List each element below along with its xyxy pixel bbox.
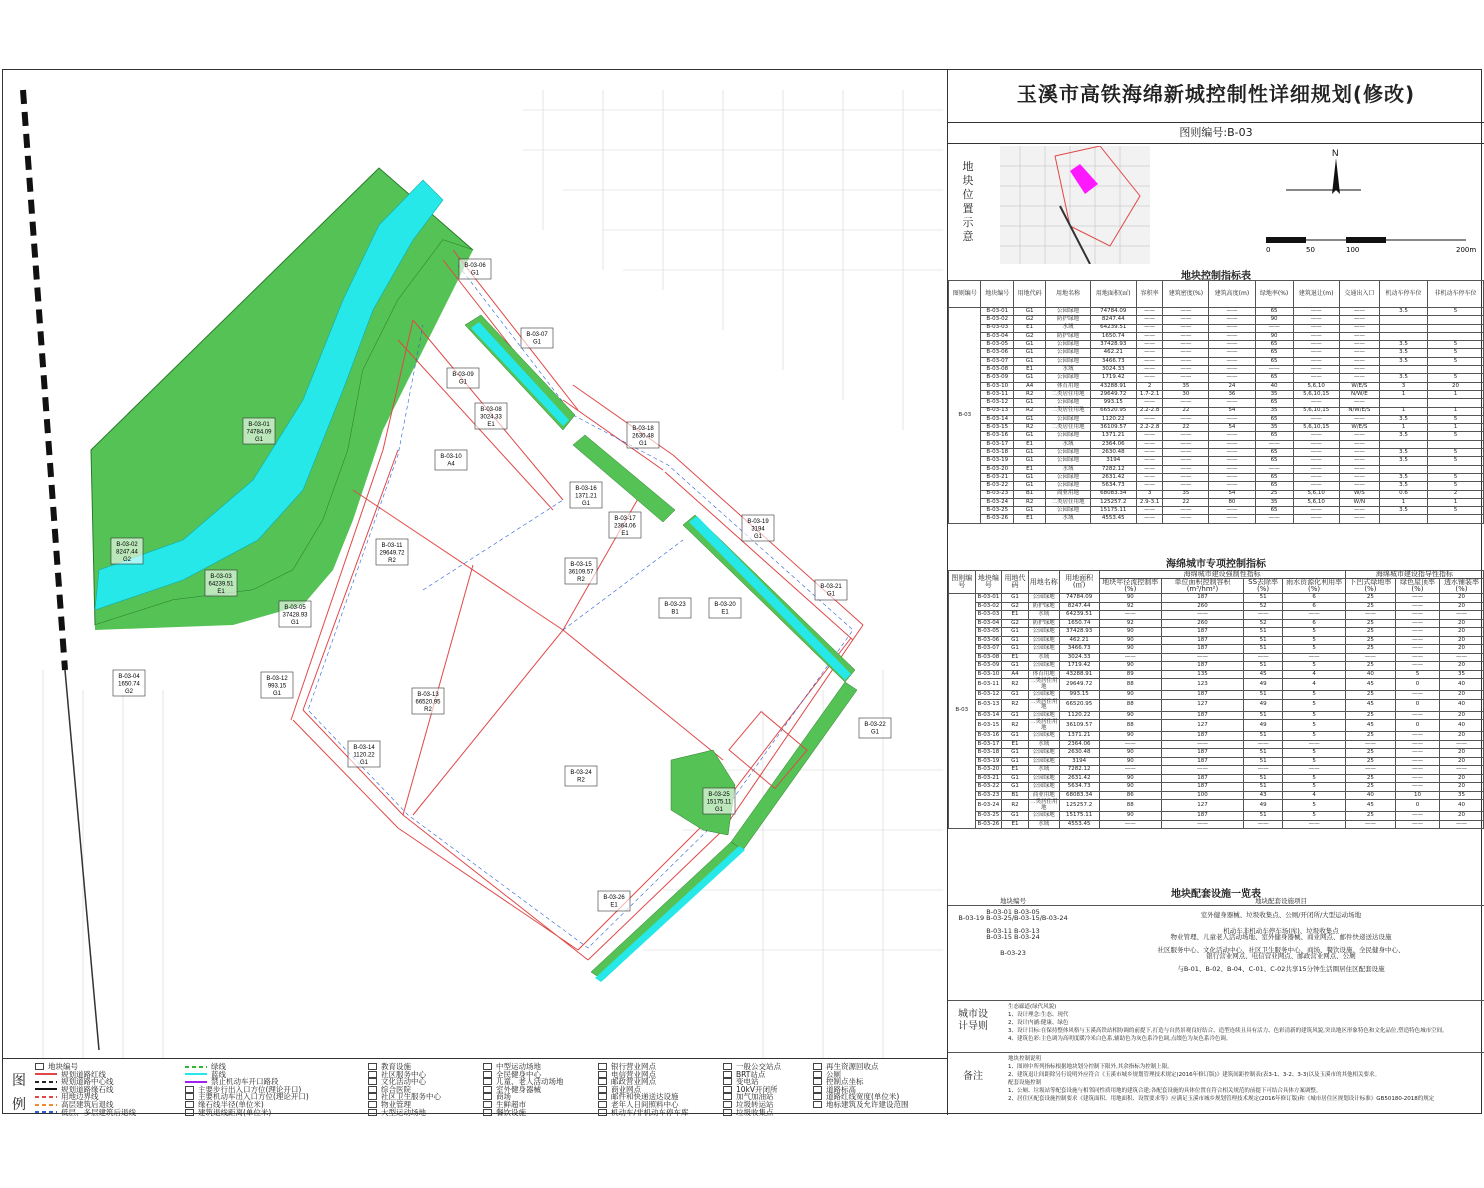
plot-label-b-03-26[interactable] [598,891,630,911]
svg-text:B-03-01: B-03-01 [248,422,270,428]
table-row: B-03 B-03-01 G1 公园绿地 74784.09 90 187 51 6 25 —— 20 [949,594,1484,603]
legend-item: 机动车/非机动车停车库 [598,1107,689,1118]
svg-text:B-03-20: B-03-20 [714,602,736,608]
plot-label-b-03-20[interactable] [709,598,741,618]
plot-label-b-03-08[interactable] [475,403,507,429]
note-line: 4、建筑色彩:主色调为高明度暖冷米白色系,辅助色为灰色系冷色调,点缀色为灰色系冷色调。 [1008,1036,1232,1042]
legend-item: 地块编号 [35,1061,78,1072]
legend-item: 10kV开闭所 [723,1084,778,1095]
remarks [948,1052,1484,1116]
column-header: 透水铺装率(%) [1439,579,1483,594]
table-row: B-03-12 G1 公园绿地 993.15 —— —— —— 65 —— —— [949,399,1484,407]
column-header: 用地面积(㎡) [1059,571,1099,594]
svg-text:B-03-16: B-03-16 [575,486,597,492]
legend-item: 邮件和快递送达设施 [598,1091,679,1102]
table-row: B-03-25 G1 公园绿地 15175.11 —— —— —— 65 —— —— 3.5 5 [949,507,1484,515]
plot-label-b-03-25[interactable] [703,788,735,814]
plot-label-b-03-21[interactable] [815,580,847,600]
svg-text:R2: R2 [577,577,585,583]
plan-title: 玉溪市高铁海绵新城控制性详细规划(修改) [1016,82,1416,106]
column-header: 建筑密度(%) [1163,281,1209,308]
location-thumbnail [1000,146,1150,264]
parking-icon [598,1109,607,1116]
note-line: 1、图则中所列指标根据地块划分控制下限外,其余指标为控制上限。 [1008,1064,1173,1070]
table-row: B-03-05 G1 公园绿地 37428.93 —— —— —— 65 —— —— 3.5 5 [949,341,1484,349]
column-header: 图则编号 [949,571,976,594]
svg-text:1650.74: 1650.74 [118,681,140,688]
table-row: B-03-16 G1 公园绿地 1371.21 90 187 51 5 25 —— 20 [949,732,1484,741]
plot-label-b-03-01[interactable] [243,418,275,444]
plot-label-b-03-17[interactable] [609,512,641,538]
map-canvas [3,70,947,1058]
table-row: B-03-24 R2 二类居住用地 125257.2 2.9-3.1 22 80 35 5,6,10 W/N 1 1 [949,498,1484,506]
legend-item: 社区服务中心 [368,1069,426,1080]
table-row: B-03-14 G1 公园绿地 1120.22 90 187 51 5 25 —— 20 [949,711,1484,720]
plot-label-b-03-22[interactable] [859,718,891,738]
legend-item: 室外健身器械 [483,1084,541,1095]
table-row: B-03-13 R2 二类居住用地 66520.95 88 127 49 5 45 0 40 [949,699,1484,711]
column-header: 地块编号 [975,571,1002,594]
legend-item: 电信营业网点 [598,1069,656,1080]
map-number: 图则编号:B-03 [948,122,1484,144]
legend-item: 再生资源回收点 [813,1061,879,1072]
note-line: 1、公厕、垃圾站等配套设施与相邻同性质用地的建筑合建;各配套设施的具体位置在符合相关规范的前提下可结合具体方案调整。 [1008,1088,1322,1094]
legend-item: 主要步行出入口方位(理论开口) [185,1084,301,1095]
legend-item: 大型运动场地 [368,1107,426,1118]
column-header: 海绵城市建设强制性指标 [1099,571,1345,579]
svg-text:8247.44: 8247.44 [116,549,138,556]
column-header: 机动车停车位 [1380,281,1428,308]
legend-item: 变电站 [723,1076,759,1087]
svg-text:B-03-11: B-03-11 [381,543,403,549]
table-row: B-03-23 社区服务中心、文化活动中心、社区卫生服务中心、商场、餐饮设施、全民健身中心、 银行营业网点、电信营业网点、邮政营业网点、公厕 [1000,945,1405,960]
svg-text:R2: R2 [388,558,396,564]
table-row: B-03-24 R2 二类居住用地 125257.2 88 127 49 5 45 0 40 [949,800,1484,812]
note-line: 3、设计目标:在保持整体风格与玉溪高铁站相协调的前提下,打造与自然景观良好结合、造型连续且具有活力、色彩清新的建筑风貌,突出地区形象特色和文化品位,塑造特色城市空间。 [1008,1028,1448,1034]
svg-text:B-03-18: B-03-18 [632,426,654,432]
svg-text:R2: R2 [577,777,585,784]
legend-item: 餐饮设施 [483,1107,526,1118]
svg-text:B-03-17: B-03-17 [614,516,636,522]
plot-label-b-03-09[interactable] [447,368,479,388]
design-guide [948,1000,1484,1051]
legend-item: 商场 [483,1091,511,1102]
table-row: B-03-11 B-03-13 B-03-15 B-03-24 机动车非机动车停车场(库)、垃圾收集点 物业管理、儿童老人活动场地、室外健身器械、商业网点、邮件快递送达设施 [986,926,1392,941]
legend-item: 主要机动车出入口方位(理论开口) [185,1091,309,1102]
planning-map [3,70,947,1058]
svg-text:B-03-21: B-03-21 [820,584,842,590]
svg-text:B-03-07: B-03-07 [526,332,548,338]
legend-item: 加气加油站 [723,1091,774,1102]
table-row: B-03-20 E1 水域 7282.12 —— —— —— —— —— —— —— [949,766,1484,775]
legend-item: 控制点坐标 [813,1076,864,1087]
svg-text:B-03-19: B-03-19 [747,519,769,525]
note-line: 2、居住区配套设施控制要求《建筑面积、用地面积、设置要求等》应满足玉溪市城乡规划管理技术规定(2016年修订版)和《城市居住区规划设计标准》GB50180-2018的规定 [1008,1096,1435,1102]
scale-label: 100 [1346,246,1360,254]
table-row: B-03-04 G2 防护绿地 1650.74 —— —— —— 90 —— —— [949,332,1484,340]
svg-text:G1: G1 [359,760,369,766]
table-row: B-03-23 B1 商业用地 68083.34 3 35 54 25 5,6,10 W/S 0.6 2 [949,490,1484,498]
table-row: B-03-15 R2 二类居住用地 36109.57 88 127 49 5 45 0 40 [949,720,1484,732]
table-row: B-03-15 R2 二类居住用地 36109.57 2.2-2.8 22 54 35 5,6,10,15 W/E/S 1 1 [949,424,1484,432]
table-row: B-03-25 G1 公园绿地 15175.11 90 187 51 5 25 —— 20 [949,812,1484,821]
svg-text:993.15: 993.15 [267,683,287,690]
purple-line [185,1081,207,1083]
svg-text:2364.06: 2364.06 [614,523,636,530]
legend-item: 蓝线 [185,1069,226,1080]
table-row: B-03-21 G1 公园绿地 2631.42 —— —— —— 65 —— —— 3.5 5 [949,473,1484,481]
table-row: B-03-03 E1 水域 64239.51 —— —— —— —— —— —— [949,324,1484,332]
railway [23,90,99,1050]
table-row: B-03-11 R2 二类居住用地 29649.72 88 123 49 4 45 0 40 [949,679,1484,691]
note-line: 地块控制说明 [1008,1056,1042,1062]
table-row: B-03-26 E1 水域 4553.45 —— —— —— —— —— —— [949,515,1484,523]
table-row: B-03-23 B1 商业用地 68083.34 86 100 43 4 40 10 35 [949,791,1484,800]
plot-label-b-03-13[interactable] [412,688,444,714]
column-header: 单位面积控制容积(m³/hm²) [1162,579,1244,594]
legend-item: 垃圾收集点 [723,1107,774,1118]
plot-label-b-03-07[interactable] [521,328,553,348]
legend-item: 公厕 [813,1069,841,1080]
restaurant-icon [483,1109,492,1116]
column-header: 图则编号 [949,281,981,308]
control-table [948,280,1484,524]
legend-item: 建筑退线距离(单位米) [185,1107,271,1118]
column-header: 绿色屋顶率(%) [1395,579,1439,594]
table-row: B-03-11 R2 二类居住用地 29649.72 1.7-2.1 30 36 35 5,6,10,15 N/W/E 1 1 [949,390,1484,398]
svg-text:R2: R2 [424,707,432,713]
legend-item: 老年人日间照料中心 [598,1099,679,1110]
note-line: 配套设施控制 [1008,1080,1042,1086]
table-row: B-03-10 A4 体育用地 43288.91 89 135 45 4 40 5 35 [949,670,1484,679]
table-row: B-03 B-03-01 G1 公园绿地 74784.09 —— —— —— 65 —— —— 3.5 5 [949,308,1484,316]
landmark-icon [813,1101,822,1108]
svg-text:74784.09: 74784.09 [246,429,272,436]
svg-text:B-03-23: B-03-23 [664,602,686,608]
svg-text:G1: G1 [458,379,468,386]
table-row: B-03-06 G1 公园绿地 462.21 —— —— —— 65 —— —— 3.5 5 [949,349,1484,357]
column-header: 用地面积(㎡) [1090,281,1136,308]
legend-item: 地标建筑及允许建设范围 [813,1099,909,1110]
table-row: B-03-07 G1 公园绿地 3466.73 90 187 51 5 25 —— 20 [949,645,1484,654]
svg-text:E1: E1 [721,609,729,616]
blue-dash-line [35,1111,57,1113]
scale-bar [1266,230,1476,260]
plot-label-b-03-10[interactable] [435,450,467,470]
svg-text:15175.11: 15175.11 [706,799,732,806]
legend-item: 用地边界线 [35,1091,99,1102]
svg-text:B-03-05: B-03-05 [284,605,306,611]
legend-item: 生鲜超市 [483,1099,526,1110]
roadside-green-strips [465,315,857,980]
legend-item: 中型运动场地 [483,1061,541,1072]
svg-text:2630.48: 2630.48 [632,433,654,440]
plot-label-b-03-15[interactable] [565,558,597,584]
svg-text:64239.51: 64239.51 [208,581,234,588]
green-dash-line [185,1066,207,1068]
svg-text:G2: G2 [124,689,134,695]
legend-item: 教育设施 [368,1061,411,1072]
plot-label-b-03-24[interactable] [565,766,597,786]
drawing-frame [2,69,1482,1117]
legend-item: BRT站点 [723,1069,765,1080]
svg-text:66520.95: 66520.95 [415,699,441,706]
legend-item: 银行营业网点 [598,1061,656,1072]
legend [3,1058,947,1116]
svg-text:B-03-14: B-03-14 [353,745,375,751]
column-header: SS去除率(%) [1243,579,1282,594]
column-header: 下凹式绿地率(%) [1345,579,1395,594]
svg-text:G2: G2 [122,557,132,563]
note-line: 2、设计内涵:健康、绿色 [1008,1020,1069,1026]
svg-text:E1: E1 [610,902,618,909]
column-header: 雨水资源化利用率(%) [1283,579,1345,594]
column-header: 建筑退让(m) [1293,281,1339,308]
legend-item: 禁止机动车开口路段 [185,1076,279,1087]
svg-text:G1: G1 [470,270,480,277]
table-row: B-03-22 G1 公园绿地 5634.73 —— —— —— 65 —— —— 3.5 5 [949,482,1484,490]
svg-text:G1: G1 [753,534,763,540]
note-line: 1、设计理念:生态、现代 [1008,1012,1069,1018]
table-row: B-03-01 B-03-05 B-03-19 B-03-25/B-03-15/B-03-24 室外健身器械、垃圾收集点、公厕/开闭所/大型运动场地 [958,907,1362,922]
svg-text:A4: A4 [447,461,455,468]
column-header: 用地代码 [1002,571,1029,594]
note-line: 2、建筑退让间距除另行说明外应符合《玉溪市城乡规划管理技术规定(2016年修订版)》建筑间距控制表(表3-1、3-2、3-3)以及玉溪市的其他相关要求。 [1008,1072,1381,1078]
table-row: B-03-08 E1 水域 3024.33 —— —— —— —— —— —— —— [949,653,1484,662]
plot-label-b-03-03[interactable] [205,570,237,596]
column-header: 用地名称 [1028,571,1059,594]
table-row: B-03-19 G1 公园绿地 3194 —— —— —— 65 —— —— 3.5 5 [949,457,1484,465]
svg-text:3194: 3194 [751,526,765,533]
svg-text:G1: G1 [254,437,264,443]
table-row: B-03-16 G1 公园绿地 1371.21 —— —— —— 65 —— —— 3.5 5 [949,432,1484,440]
svg-text:1371.21: 1371.21 [575,493,597,500]
svg-text:1120.22: 1120.22 [353,752,375,759]
plot-label-b-03-23[interactable] [659,598,691,618]
legend-item: 道路红线宽度(单位米) [813,1091,899,1102]
svg-text:36109.57: 36109.57 [568,569,594,576]
legend-item: 高层建筑后退线 [35,1099,114,1110]
legend-item: 低层、多层建筑后退线 [35,1107,136,1118]
table-row: B-03-09 G1 公园绿地 1719.42 90 187 51 5 25 —— 20 [949,662,1484,671]
column-header: 建筑高度(m) [1209,281,1255,308]
legend-item: 垃圾转运站 [723,1099,774,1110]
table-row: B-03-19 G1 公园绿地 3194 90 187 51 5 25 —— 20 [949,757,1484,766]
svg-text:G1: G1 [581,501,591,507]
svg-text:B-03-22: B-03-22 [864,722,886,728]
svg-text:B-03-26: B-03-26 [603,895,625,901]
orange-dash-line [35,1104,57,1106]
red-dash-line [35,1096,57,1098]
design-guide-label: 城市设计导则 [958,1009,988,1032]
plot-label-b-03-14[interactable] [348,741,380,767]
table-row: B-03-02 G2 防护绿地 8247.44 —— —— —— 90 —— —— [949,316,1484,324]
table-row: B-03-22 G1 公园绿地 5634.73 90 187 51 5 25 —— 20 [949,783,1484,792]
dashed-black-line [35,1081,57,1083]
legend-item: 绿线 [185,1061,226,1072]
column-header: 海绵城市建设指导性指标 [1345,571,1483,579]
red-line [35,1073,57,1075]
table-row: B-03-12 G1 公园绿地 993.15 90 187 51 5 25 —— 20 [949,691,1484,700]
sports-large-icon [368,1109,377,1116]
table-row: B-03-21 G1 公园绿地 2631.42 90 187 51 5 25 —— 20 [949,774,1484,783]
svg-text:G1: G1 [826,591,836,598]
table-row: B-03-07 G1 公园绿地 3466.73 —— —— —— 65 —— —— 3.5 5 [949,357,1484,365]
table-row: B-03-03 E1 水域 64239.51 —— —— —— —— —— —— —— [949,611,1484,620]
svg-text:37428.93: 37428.93 [282,612,308,619]
black-line [35,1088,57,1090]
column-header: 容积率 [1136,281,1163,308]
svg-text:3024.33: 3024.33 [480,414,502,421]
svg-text:B-03-06: B-03-06 [464,263,486,269]
table-row: B-03-06 G1 公园绿地 462.21 90 187 51 5 25 —— 20 [949,636,1484,645]
table-row: B-03-08 E1 水域 3024.33 —— —— —— —— —— —— [949,366,1484,374]
plot-label-b-03-02[interactable] [111,538,143,564]
svg-text:N: N [1332,148,1339,158]
facilities-title: 地块配套设施一览表 [1171,889,1261,900]
legend-item: 物业管理 [368,1099,411,1110]
legend-item: 缘石线半径(单位米) [185,1099,264,1110]
column-header: 地块年径流控制率(%) [1099,579,1161,594]
plot-label-b-03-11[interactable] [376,539,408,565]
legend-item: 规划道路红线 [35,1069,106,1080]
plot-label-b-03-19[interactable] [742,515,774,541]
note-line: 生态廊道(绿代风貌) [1008,1004,1057,1010]
scale-label: 0 [1266,246,1271,254]
plot-label-b-03-06[interactable] [459,259,491,279]
table-row: B-03-14 G1 公园绿地 1120.22 —— —— —— 65 —— —— 3.5 5 [949,415,1484,423]
svg-text:B-03-13: B-03-13 [417,692,439,698]
north-arrow-icon [1266,146,1366,206]
plot-label-b-03-18[interactable] [627,422,659,448]
column-header: 交通出入口 [1339,281,1379,308]
legend-item: 规划道路缘石线 [35,1084,114,1095]
table-row: B-03-17 E1 水域 2364.06 —— —— —— —— —— —— —— [949,740,1484,749]
column-header: 用地代码 [1013,281,1045,308]
legend-item: 综合医院 [368,1084,411,1095]
svg-text:G1: G1 [532,339,542,346]
svg-text:G1: G1 [870,729,880,736]
control-table-title: 地块控制指标表 [1181,271,1251,282]
svg-text:B-03-02: B-03-02 [116,542,138,548]
table-row: B-03-17 E1 水域 2364.06 —— —— —— —— —— —— [949,440,1484,448]
svg-text:B-03-09: B-03-09 [452,372,474,378]
table-row: B-03-05 G1 公园绿地 37428.93 90 187 51 5 25 —— 20 [949,628,1484,637]
table-row: 与B-01、B-02、B-04、C-01、C-02共享15分钟生活圈居住区配套设施 [1177,964,1385,973]
legend-item: 邮政营业网点 [598,1076,656,1087]
svg-text:G1: G1 [290,620,300,626]
remarks-label: 备注 [963,1071,983,1082]
svg-text:B-03-25: B-03-25 [708,792,730,798]
cyan-line [185,1073,207,1075]
plot-label-b-03-12[interactable] [261,672,293,698]
scale-label: 50 [1306,246,1315,254]
table-row: B-03-02 G2 防护绿地 8247.44 92 260 52 6 25 —— 20 [949,602,1484,611]
svg-text:G1: G1 [714,807,724,813]
sponge-table-title: 海绵城市专项控制指标 [1166,559,1266,570]
column-header: 地块编号 [981,281,1013,308]
column-header: 非机动车停车位 [1428,281,1484,308]
svg-text:B-03-04: B-03-04 [118,674,140,680]
svg-text:E1: E1 [621,531,629,537]
sponge-table [948,570,1484,829]
plot-label-b-03-04[interactable] [113,670,145,696]
legend-item: 规划道路中心线 [35,1076,114,1087]
table-row: B-03-10 A4 体育用地 43288.91 2 35 24 40 5,6,10 W/E/S 3 20 [949,382,1484,390]
location-label: 地块位置示意 [962,160,974,243]
svg-text:29649.72: 29649.72 [379,550,405,557]
legend-item: 商业网点 [598,1084,641,1095]
column-header: 用地名称 [1046,281,1090,308]
roadside-blue-strips [471,322,851,982]
svg-text:E1: E1 [487,422,495,428]
facilities-table [948,898,1484,975]
svg-text:E1: E1 [217,589,225,595]
svg-text:B-03-03: B-03-03 [210,574,232,580]
svg-text:B1: B1 [671,609,679,616]
scale-label: 200m [1456,246,1476,254]
legend-item: 文化活动中心 [368,1076,426,1087]
legend-label: 图例 [12,1073,26,1113]
legend-item: 道路标高 [813,1084,856,1095]
svg-text:B-03-08: B-03-08 [480,407,502,413]
table-row: B-03-04 G2 防护绿地 1650.74 92 260 52 6 25 —— 20 [949,619,1484,628]
table-row: B-03-20 E1 水域 7282.12 —— —— —— —— —— —— [949,465,1484,473]
legend-item: 全民健身中心 [483,1069,541,1080]
table-row: B-03-18 G1 公园绿地 2630.48 90 187 51 5 25 —— 20 [949,749,1484,758]
column-header: 绿地率(%) [1255,281,1293,308]
waste-collection-icon [723,1109,732,1116]
table-row: B-03-18 G1 公园绿地 2630.48 —— —— —— 65 —— —— 3.5 5 [949,449,1484,457]
svg-text:G1: G1 [638,441,648,447]
info-panel [947,70,1484,1115]
table-row: B-03-26 E1 水域 4553.45 —— —— —— —— —— —— —— [949,820,1484,829]
svg-text:B-03-10: B-03-10 [440,454,462,460]
table-row: B-03-09 G1 公园绿地 1719.42 —— —— —— 65 —— —— 3.5 5 [949,374,1484,382]
svg-text:B-03-24: B-03-24 [570,770,592,776]
plot-label-b-03-16[interactable] [570,482,602,508]
svg-text:G1: G1 [272,691,282,697]
table-row: B-03-13 R2 二类居住用地 66520.95 2.2-2.8 22 54 35 5,6,10,15 N/W/E/S 1 1 [949,407,1484,415]
distance-icon [185,1109,194,1116]
legend-item: 一般公交站点 [723,1061,781,1072]
plot-label-b-03-05[interactable] [279,601,311,627]
legend-item: 社区卫生服务中心 [368,1091,441,1102]
svg-text:B-03-12: B-03-12 [266,676,288,682]
column-header: 地块编号 [948,898,1078,905]
svg-text:B-03-15: B-03-15 [570,562,592,568]
column-header: 地块配套设施项目 [1078,898,1484,905]
legend-item: 儿童、老人活动场地 [483,1076,564,1087]
